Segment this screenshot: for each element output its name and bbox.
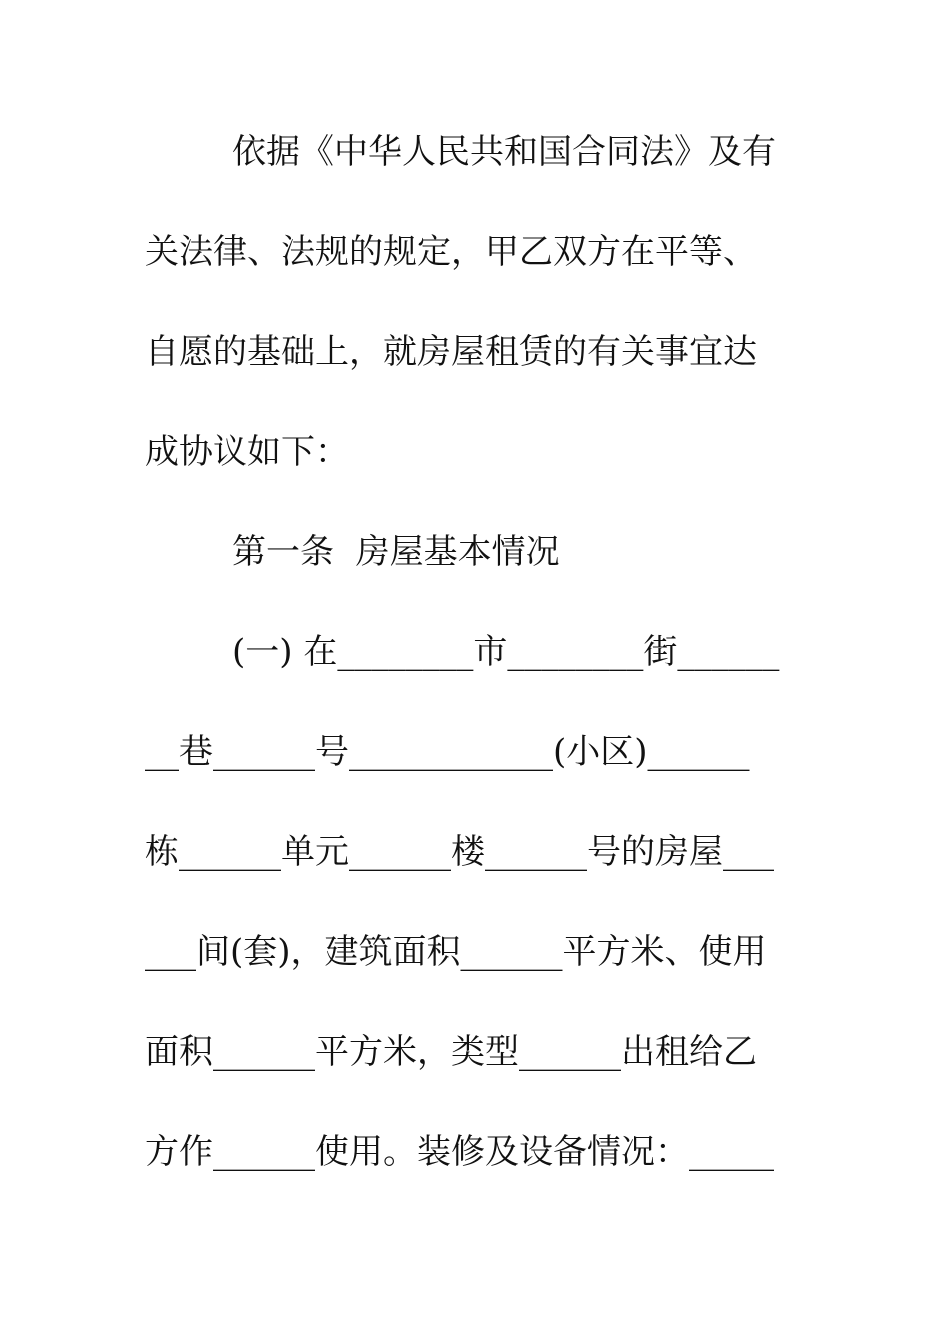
paragraph-line-4: 成协议如下：: [145, 432, 349, 472]
form-line-5: 面积______平方米，类型______出租给乙: [145, 1032, 757, 1072]
paragraph-line-1: 依据《中华人民共和国合同法》及有: [232, 132, 776, 172]
form-line-4: ___间(套)，建筑面积______平方米、使用: [145, 932, 767, 972]
form-line-3: 栋______单元______楼______号的房屋___: [145, 832, 774, 872]
paragraph-line-3: 自愿的基础上，就房屋租赁的有关事宜达: [145, 332, 757, 372]
form-line-2: __巷______号____________(小区)______: [145, 732, 750, 772]
paragraph-line-2: 关法律、法规的规定，甲乙双方在平等、: [145, 232, 757, 272]
form-line-1: (一) 在________市________街______: [232, 632, 780, 672]
form-line-6: 方作______使用。装修及设备情况：_____: [145, 1132, 774, 1172]
section-heading: 第一条 房屋基本情况: [232, 532, 560, 572]
